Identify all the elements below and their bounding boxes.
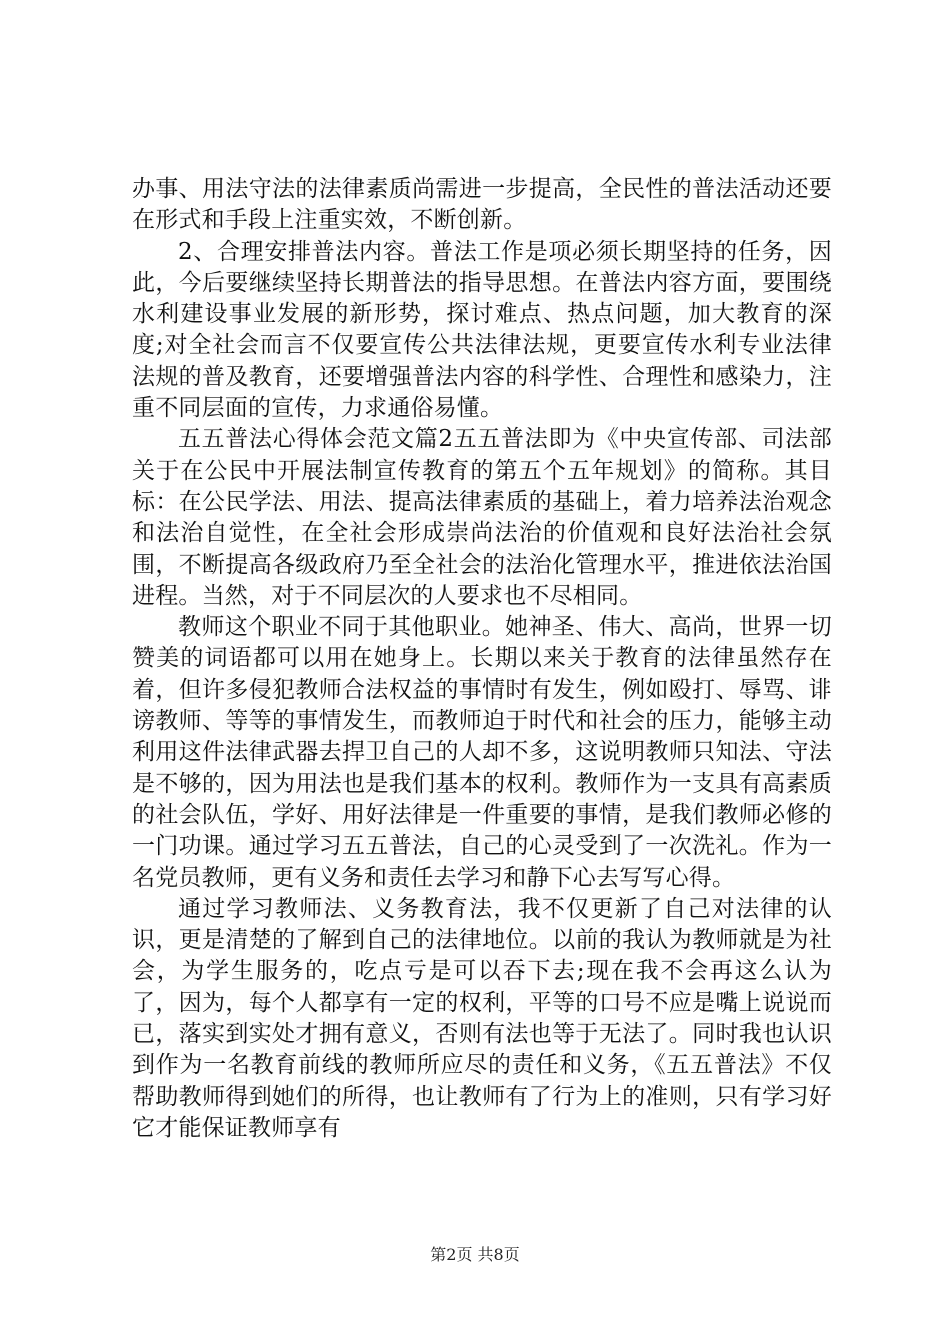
document-body (132, 174, 832, 1144)
page-number-footer: 第2页 共8页 (430, 1245, 520, 1264)
paragraph-teacher-profession: 教师这个职业不同于其他职业。她神圣、伟大、高尚，世界一切赞美的词语都可以用在她身上。长期以来关于教育的法律虽然存在着，但许多侵犯教师合法权益的事情时有发生，例如殴打、辱骂、诽谤教师、等等的事情发生，而教师迫于时代和社会的压力，能够主动利用这件法律武器去捍卫自己的人却不多，这说明教师只知法、守法是不够的，因为用法也是我们基本的权利。教师作为一支具有高素质的社会队伍，学好、用好法律是一件重要的事情，是我们教师必修的一门功课。通过学习五五普法，自己的心灵受到了一次洗礼。作为一名党员教师，更有义务和责任去学习和静下心去写写心得。 (132, 614, 832, 891)
paragraph-continuation: 办事、用法守法的法律素质尚需进一步提高，全民性的普法活动还要在形式和手段上注重实效，不断创新。 (132, 176, 832, 234)
paragraph-arrange-content: 2、合理安排普法内容。普法工作是项必须长期坚持的任务，因此，今后要继续坚持长期普法的指导思想。在普法内容方面，要围绕水利建设事业发展的新形势，探讨难点、热点问题，加大教育的深度;对全社会而言不仅要宣传公共法律法规，更要宣传水利专业法律法规的普及教育，还要增强普法内容的科学性、合理性和感染力，注重不同层面的宣传，力求通俗易懂。 (132, 238, 832, 422)
paragraph-article-2-intro: 五五普法心得体会范文篇2五五普法即为《中央宣传部、司法部关于在公民中开展法制宣传教育的第五个五年规划》的简称。其目标：在公民学法、用法、提高法律素质的基础上，着力培养法治观念和法治自觉性，在全社会形成崇尚法治的价值观和良好法治社会氛围，不断提高各级政府乃至全社会的法治化管理水平，推进依法治国进程。当然，对于不同层次的人要求也不尽相同。 (132, 426, 832, 609)
paragraph-learning-teacher-law: 通过学习教师法、义务教育法，我不仅更新了自己对法律的认识，更是清楚的了解到自己的法律地位。以前的我认为教师就是为社会，为学生服务的，吃点亏是可以吞下去;现在我不会再这么认为了，因为，每个人都享有一定的权利，平等的口号不应是嘴上说说而已，落实到实处才拥有意义，否则有法也等于无法了。同时我也认识到作为一名教育前线的教师所应尽的责任和义务，《五五普法》不仅帮助教师得到她们的所得，也让教师有了行为上的准则，只有学习好它才能保证教师享有 (132, 895, 832, 1141)
